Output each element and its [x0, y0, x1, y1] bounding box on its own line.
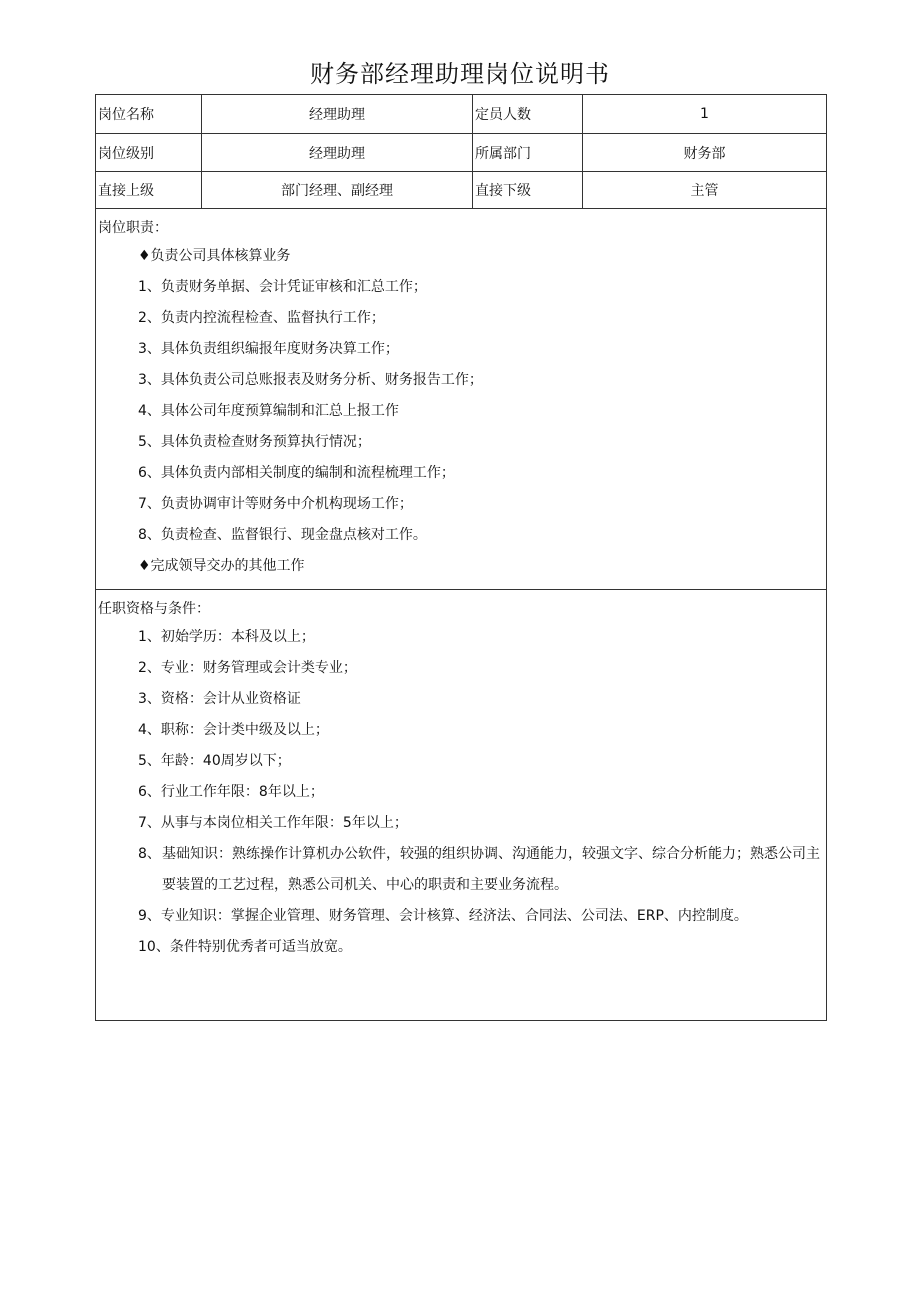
duty-item: 5、具体负责检查财务预算执行情况； [138, 434, 371, 450]
qualification-item: 5、年龄：40周岁以下； [138, 753, 291, 769]
superior-value: 部门经理、副经理 [202, 172, 473, 209]
duty-item: 3、具体负责公司总账报表及财务分析、财务报告工作； [138, 372, 483, 388]
superior-label: 直接上级 [96, 172, 202, 209]
headcount-label: 定员人数 [473, 95, 583, 134]
duties-bullet-2: ♦完成领导交办的其他工作 [138, 558, 305, 574]
table-row [96, 95, 827, 134]
qualification-item: 10、条件特别优秀者可适当放宽。 [138, 939, 352, 955]
qualification-item-text: 基础知识：熟练操作计算机办公软件，较强的组织协调、沟通能力，较强文字、综合分析能力；熟悉公司主要装置的工艺过程，熟悉公司机关、中心的职责和主要业务流程。 [162, 846, 820, 893]
duty-item: 7、负责协调审计等财务中介机构现场工作； [138, 496, 413, 512]
headcount-value: 1 [583, 95, 827, 134]
table-row [96, 134, 827, 172]
qualification-item-number: 8、 [138, 846, 161, 862]
job-description-table [95, 94, 827, 1021]
position-name-value: 经理助理 [202, 95, 473, 134]
subordinate-label: 直接下级 [473, 172, 583, 209]
subordinate-value: 主管 [583, 172, 827, 209]
position-level-value: 经理助理 [202, 134, 473, 172]
qualifications-row [96, 590, 827, 1021]
page-title: 财务部经理助理岗位说明书 [310, 60, 610, 88]
department-label: 所属部门 [473, 134, 583, 172]
qualification-item: 7、从事与本岗位相关工作年限：5年以上； [138, 815, 408, 831]
qualification-item: 2、专业：财务管理或会计类专业； [138, 660, 357, 676]
qualification-item: 6、行业工作年限：8年以上； [138, 784, 324, 800]
duty-item: 6、具体负责内部相关制度的编制和流程梳理工作； [138, 465, 455, 481]
department-value: 财务部 [583, 134, 827, 172]
duty-item: 1、负责财务单据、会计凭证审核和汇总工作； [138, 279, 427, 295]
qualification-item: 9、专业知识：掌握企业管理、财务管理、会计核算、经济法、合同法、公司法、ERP、内控制度。 [138, 908, 748, 924]
duty-item: 2、负责内控流程检查、监督执行工作； [138, 310, 385, 326]
table-row [96, 172, 827, 209]
duties-section [96, 209, 827, 590]
position-level-label: 岗位级别 [96, 134, 202, 172]
qualification-item: 3、资格：会计从业资格证 [138, 691, 301, 707]
qualification-item: 1、初始学历：本科及以上； [138, 629, 315, 645]
qualification-item [98, 839, 824, 901]
duty-item: 8、负责检查、监督银行、现金盘点核对工作。 [138, 527, 427, 543]
duties-bullet-1: ♦负责公司具体核算业务 [138, 248, 291, 264]
position-name-label: 岗位名称 [96, 95, 202, 134]
qualifications-section [96, 590, 827, 1021]
duties-heading: 岗位职责： [98, 220, 168, 236]
duty-item: 4、具体公司年度预算编制和汇总上报工作 [138, 403, 399, 419]
duties-row [96, 209, 827, 590]
duty-item: 3、具体负责组织编报年度财务决算工作； [138, 341, 399, 357]
qualifications-heading: 任职资格与条件： [98, 601, 210, 617]
qualification-item: 4、职称：会计类中级及以上； [138, 722, 329, 738]
